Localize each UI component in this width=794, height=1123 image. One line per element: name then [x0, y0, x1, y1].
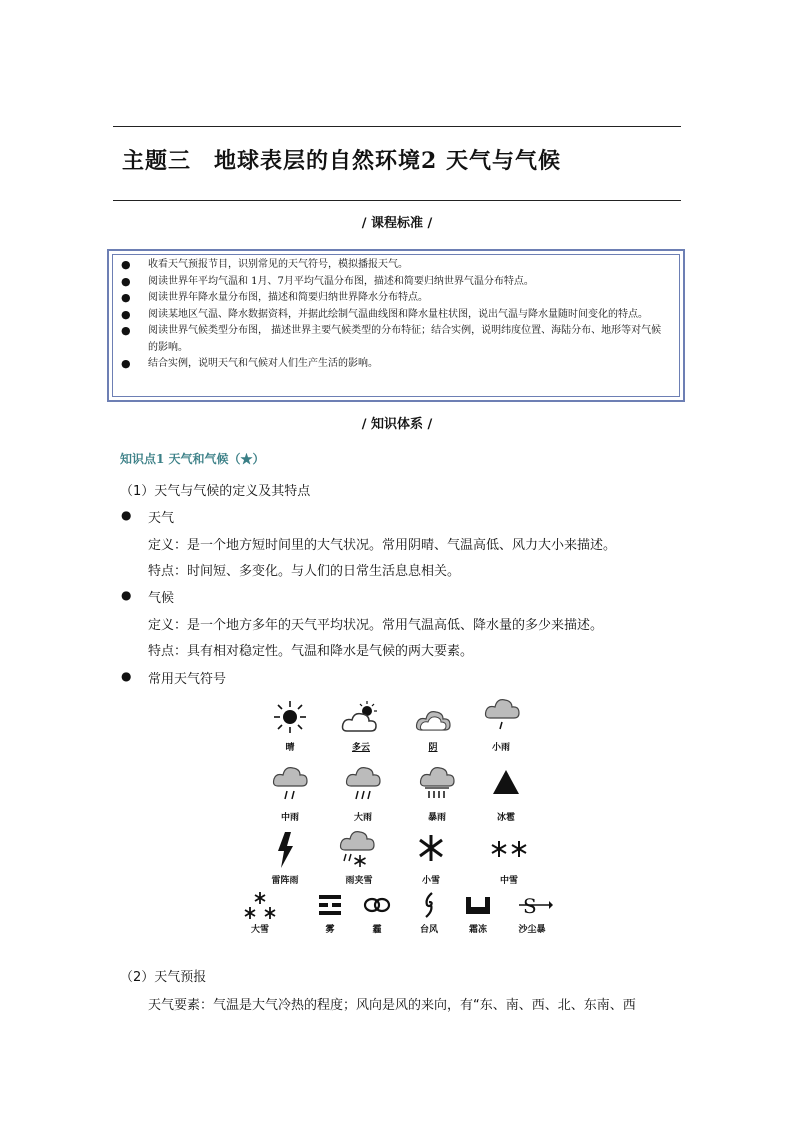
svg-text:S: S [523, 894, 537, 918]
climate-heading: 气候 [148, 591, 175, 606]
subheading-1: （1）天气与气候的定义及其特点 [120, 484, 311, 499]
thunderstorm-icon [276, 832, 296, 868]
overcast-icon [415, 705, 451, 733]
subheading-2: （2）天气预报 [120, 970, 207, 985]
moderate-snow-icon [491, 840, 527, 858]
standard-item: ● 阅读世界气候类型分布图， 描述世界主要气候类型的分布特征；结合实例，说明纬度位置、海陆分布、地形等对气候的影响。 [121, 323, 669, 356]
symbol-label-typhoon: 台风 [419, 925, 438, 935]
symbol-label-sunny: 晴 [285, 743, 295, 753]
weather-definition: 定义：是一个地方短时间里的大气状况。常用阴晴、气温高低、风力大小来描述。 [148, 538, 617, 553]
symbol-label-cloudy: 多云 [351, 743, 370, 753]
section-knowledge-heading: / 知识体系 / [361, 417, 433, 432]
frost-icon [465, 897, 491, 915]
standard-item: ● 阅读世界年平均气温和 1月、7月平均气温分布图，描述和简要归纳世界气温分布特点。 [121, 274, 669, 291]
climate-feature: 特点：具有相对稳定性。气温和降水是气候的两大要素。 [148, 644, 474, 659]
symbol-label-light-rain: 小雨 [491, 743, 510, 753]
page-title: 主题三 地球表层的自然环境2 天气与气候 [122, 148, 561, 174]
partly-cloudy-icon [341, 701, 381, 735]
typhoon-icon [422, 893, 436, 917]
moderate-rain-icon [272, 764, 310, 804]
standards-box [107, 249, 685, 402]
symbol-label-fog: 雾 [325, 925, 335, 935]
symbol-label-sleet: 雨夹雪 [345, 876, 373, 886]
symbol-label-frost: 霜冻 [468, 925, 487, 935]
symbol-label-heavy-rain: 大雨 [353, 813, 372, 823]
symbol-label-light-snow: 小雪 [421, 876, 440, 886]
symbol-label-sandstorm: 沙尘暴 [518, 925, 546, 935]
symbol-label-haze: 霾 [372, 925, 382, 935]
bullet-icon: ● [121, 588, 132, 602]
top-rule [113, 126, 681, 127]
heavy-snow-icon [243, 891, 277, 921]
symbol-label-heavy-snow: 大雪 [250, 925, 269, 935]
light-rain-icon [484, 696, 520, 732]
sunny-icon [272, 699, 308, 735]
symbol-label-overcast: 阴 [428, 743, 438, 753]
knowledge-point-heading: 知识点1 天气和气候（★） [120, 452, 265, 466]
bullet-icon: ● [121, 508, 132, 522]
weather-feature: 特点：时间短、多变化。与人们的日常生活息息相关。 [148, 564, 461, 579]
forecast-text: 天气要素：气温是大气冷热的程度；风向是风的来向，有“东、南、西、北、东南、西 [148, 998, 636, 1013]
standard-item: ● 结合实例，说明天气和气候对人们生产生活的影响。 [121, 356, 669, 373]
bullet-icon: ● [121, 669, 132, 683]
symbol-label-rainstorm: 暴雨 [427, 813, 446, 823]
rainstorm-icon [419, 764, 457, 804]
section-standard-heading: / 课程标准 / [361, 216, 433, 231]
standard-item: ● 收看天气预报节目，识别常见的天气符号，模拟播报天气。 [121, 257, 669, 274]
symbol-label-moderate-rain: 中雨 [280, 813, 299, 823]
symbol-label-hail: 冰雹 [496, 813, 515, 823]
symbol-label-thunderstorm: 雷阵雨 [271, 876, 299, 886]
weather-heading: 天气 [148, 511, 175, 526]
standards-list [121, 257, 669, 373]
heavy-rain-icon [345, 764, 383, 804]
climate-definition: 定义：是一个地方多年的天气平均状况。常用气温高低、降水量的多少来描述。 [148, 618, 604, 633]
title-rule [113, 200, 681, 201]
standard-item: ● 阅读某地区气温、降水数据资料，并据此绘制气温曲线图和降水量柱状图，说出气温与降水量随时间变化的特点。 [121, 307, 669, 324]
light-snow-icon [417, 834, 445, 862]
sandstorm-icon [519, 893, 553, 917]
sleet-icon [339, 830, 379, 870]
standard-item: ● 阅读世界年降水量分布图，描述和简要归纳世界降水分布特点。 [121, 290, 669, 307]
fog-icon [318, 895, 342, 915]
hail-icon [493, 770, 519, 794]
haze-icon [364, 898, 390, 912]
symbols-heading: 常用天气符号 [148, 672, 227, 687]
symbol-label-moderate-snow: 中雪 [499, 876, 518, 886]
